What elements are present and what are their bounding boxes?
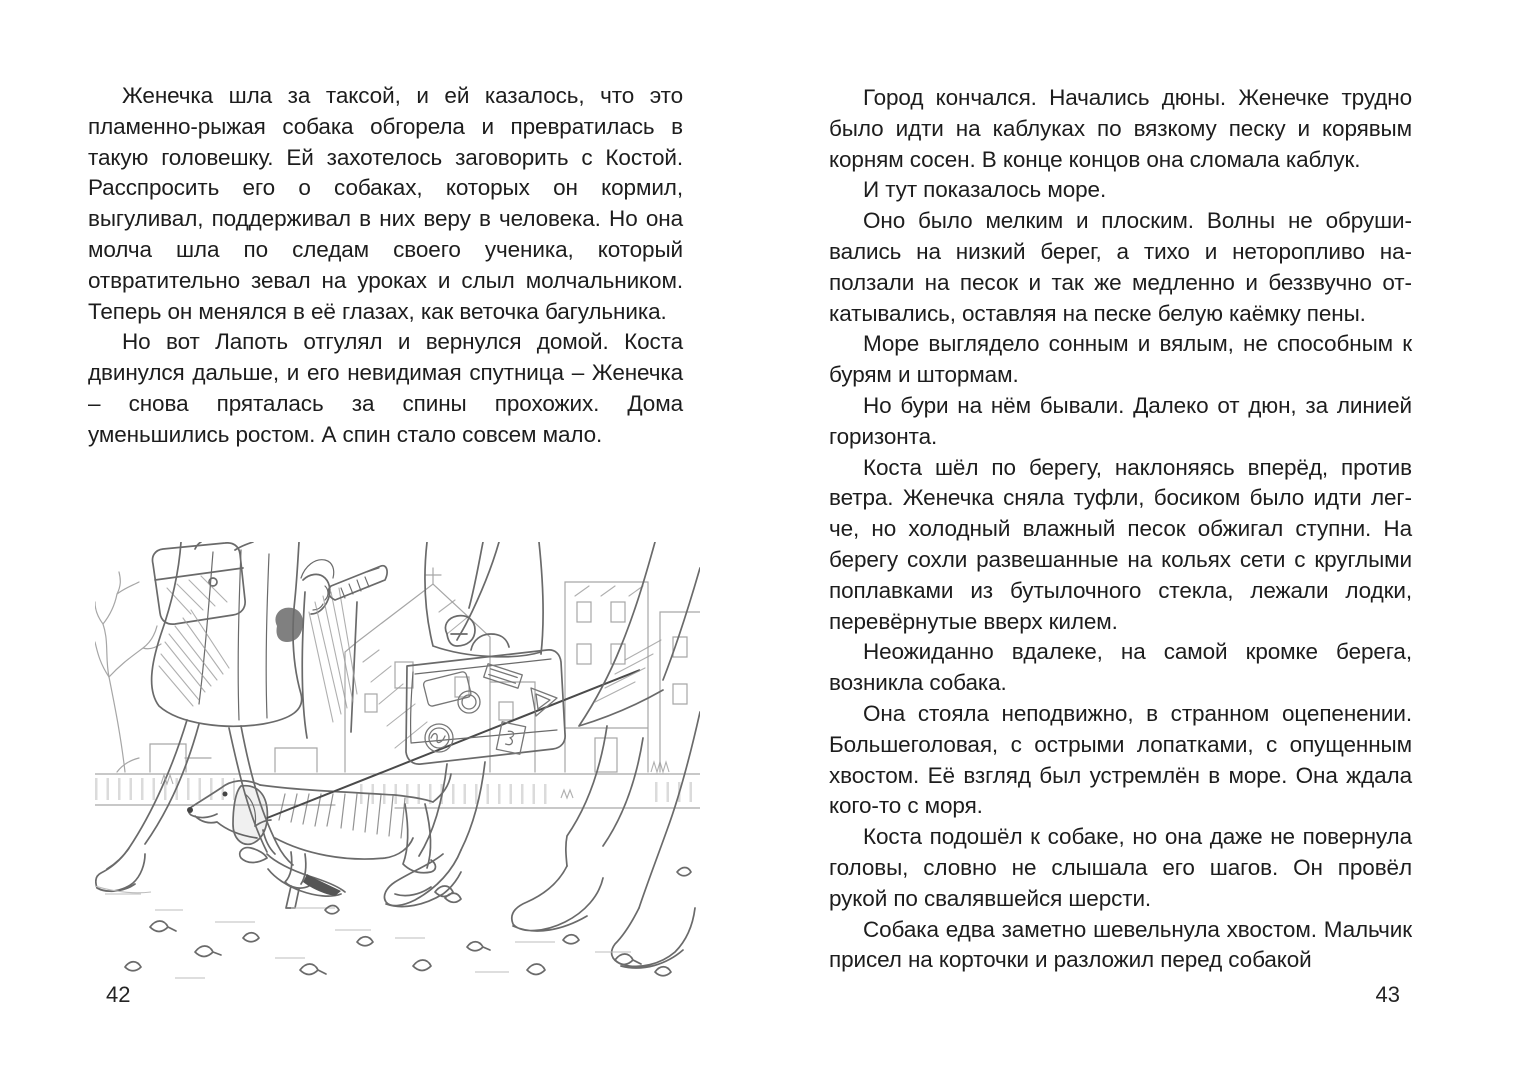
left-page-text [88,81,683,451]
paragraph: Оно было мелким и плоским. Волны не обрушивались на низкий берег, а тихо и неторопливо наползали на песок и так же медленно и беззвучно откатывались, оставляя на песке белую каёмку пены. [829,208,1412,326]
paragraph: Коста шёл по берегу, наклоняясь вперёд, против ветра. Женечка сняла туфли, босиком было идти легче, но холодный влажный песок обжигал ступни. На берегу сохли развешанные на кольях сети с круглыми поплавками из бутылочного стекла, лежали лодки, перевёрнутые вверх килем. [829,454,1412,634]
paragraph: Город кончался. Начались дюны. Женечке трудно было идти на каблуках по вязкому песку и корявым корням сосен. В конце концов она сломала каблук. [829,85,1412,172]
paragraph: Но бури на нём бывали. Далеко от дюн, за линией горизонта. [829,392,1412,449]
paragraph: Но вот Лапоть отгулял и вернулся домой. Коста двинулся дальше, и его невидимая спутница – Женечка – снова пряталась за спины прохожих. Дома уменьшились ростом. А спин стало совсем мало. [88,329,683,447]
pedestrian-legs-sketch [512,542,700,968]
ground-sketch [95,886,631,978]
right-page-text [829,83,1412,976]
page-number-left: 42 [106,982,131,1007]
street-scene-illustration [95,542,700,992]
woman-with-handbag-sketch [96,542,345,908]
dachshund-sketch [187,774,451,888]
paragraph: И тут показалось море. [863,177,1107,203]
fence-sketch [95,774,700,808]
tree-sketch [95,572,161,772]
paragraph: Коста подошёл к собаке, но она даже не повернула головы, словно не слышала его шагов. Он провёл рукой по свалявшейся шерсти. [829,824,1412,911]
woman-with-newspaper-sketch [275,560,387,738]
paragraph: Неожиданно вдалеке, на самой кромке берега, возникла собака. [829,639,1412,696]
page-number-right: 43 [1375,982,1400,1007]
paragraph: Женечка шла за таксой, и ей казалось, что это пламенно-рыжая собака обгорела и превратилась в такую головешку. Ей захотелось заговорить с Костой. Расспросить его о собаках, которых он кормил, выгуливал, поддерживал в них веру в человека. Но она молча шла по следам своего ученика, который отвратительно зевал на уроках и слыл молчальником. Теперь он менялся в её глазах, как веточка багульника. [88,83,683,324]
paragraph: Собака едва заметно шевельнула хвостом. Мальчик присел на корточки и разложил перед собакой [829,916,1412,973]
paragraph: Она стояла неподвижно, в странном оцепенении. Большеголовая, с острыми лопатками, с опущенным хвостом. Её взгляд был устремлён в море. Она ждала кого-то с моря. [829,700,1412,819]
man-with-suitcase-sketch [384,542,565,907]
paragraph: Море выглядело сонным и вялым, не способным к бурям и штормам. [829,331,1412,388]
leaves-sketch [125,868,691,976]
